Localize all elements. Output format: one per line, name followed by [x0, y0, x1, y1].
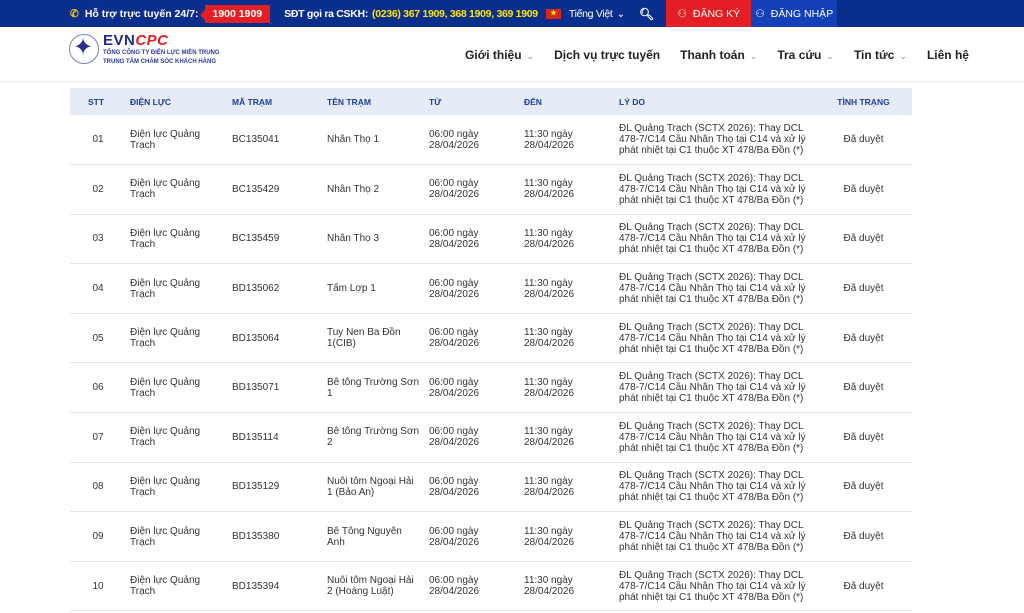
table-header — [70, 88, 912, 115]
stt-cell: 05 — [70, 313, 126, 363]
den-cell: 11:30 ngày 28/04/2026 — [520, 413, 615, 463]
logo-subtitle-1: TỔNG CÔNG TY ĐIỆN LỰC MIỀN TRUNG — [103, 50, 220, 56]
tu-cell: 06:00 ngày 28/04/2026 — [425, 313, 520, 363]
ma-tram-cell: BD135064 — [228, 313, 323, 363]
dien-luc-cell: Điện lực Quảng Trạch — [126, 512, 228, 562]
tu-cell: 06:00 ngày 28/04/2026 — [425, 165, 520, 215]
chevron-down-icon: ⌄ — [899, 50, 907, 61]
tinh-trang-cell: Đã duyệt — [815, 115, 912, 165]
table-row — [70, 462, 912, 512]
ma-tram-cell: BD135129 — [228, 462, 323, 512]
support-hotline — [70, 5, 270, 23]
tinh-trang-cell: Đã duyệt — [815, 165, 912, 215]
cskh-numbers: (0236) 367 1909, 368 1909, 369 1909 — [372, 7, 538, 20]
vietnam-flag-icon: ★ — [546, 9, 561, 19]
chevron-down-icon: ⌄ — [826, 50, 834, 61]
dien-luc-cell: Điện lực Quảng Trạch — [126, 214, 228, 264]
column-header: ĐẾN — [520, 88, 615, 115]
stt-cell: 01 — [70, 115, 126, 165]
den-cell: 11:30 ngày 28/04/2026 — [520, 561, 615, 611]
stt-cell: 02 — [70, 165, 126, 215]
table-row — [70, 512, 912, 562]
stt-cell: 03 — [70, 214, 126, 264]
ly-do-cell: ĐL Quảng Trạch (SCTX 2026): Thay DCL 478-7/C14 Cầu Nhân Thọ tại C14 và xử lý phát nhiệt tại C1 thuộc XT 478/Ba Đồn (*) — [615, 165, 815, 215]
den-cell: 11:30 ngày 28/04/2026 — [520, 462, 615, 512]
nav-tra-cuu[interactable]: Tra cứu ⌄ — [777, 47, 834, 62]
table-row — [70, 165, 912, 215]
den-cell: 11:30 ngày 28/04/2026 — [520, 363, 615, 413]
tinh-trang-cell: Đã duyệt — [815, 462, 912, 512]
ma-tram-cell: BD135071 — [228, 363, 323, 413]
ma-tram-cell: BD135380 — [228, 512, 323, 562]
dien-luc-cell: Điện lực Quảng Trạch — [126, 165, 228, 215]
table-row — [70, 413, 912, 463]
den-cell: 11:30 ngày 28/04/2026 — [520, 214, 615, 264]
language-selector[interactable] — [569, 8, 625, 20]
ten-tram-cell: Nhân Thọ 1 — [323, 115, 425, 165]
ten-tram-cell: Nuôi tôm Ngoại Hải 2 (Hoàng Luật) — [323, 561, 425, 611]
outage-schedule-table — [70, 88, 912, 611]
register-label: ĐĂNG KÝ — [692, 7, 741, 20]
nav-tin-tuc[interactable]: Tin tức ⌄ — [853, 47, 907, 62]
tu-cell: 06:00 ngày 28/04/2026 — [425, 115, 520, 165]
table-row — [70, 363, 912, 413]
den-cell: 11:30 ngày 28/04/2026 — [520, 165, 615, 215]
ten-tram-cell: Bê tông Trường Sơn 2 — [323, 413, 425, 463]
ten-tram-cell: Bê tông Trường Sơn 1 — [323, 363, 425, 413]
chevron-down-icon: ⌄ — [526, 50, 535, 61]
ly-do-cell: ĐL Quảng Trạch (SCTX 2026): Thay DCL 478-7/C14 Cầu Nhân Thọ tại C14 và xử lý phát nhiệt tại C1 thuộc XT 478/Ba Đồn (*) — [615, 561, 815, 611]
search-icon[interactable]: 🔍︎ — [639, 6, 655, 21]
ma-tram-cell: BD135062 — [228, 264, 323, 314]
tinh-trang-cell: Đã duyệt — [815, 363, 912, 413]
table-row — [70, 561, 912, 611]
brand-name: EVNCPC — [103, 32, 169, 49]
table-row — [70, 214, 912, 264]
table-row — [70, 115, 912, 165]
stt-cell: 07 — [70, 413, 126, 463]
tu-cell: 06:00 ngày 28/04/2026 — [425, 462, 520, 512]
login-label: ĐĂNG NHẬP — [770, 7, 834, 20]
den-cell: 11:30 ngày 28/04/2026 — [520, 264, 615, 314]
stt-cell: 08 — [70, 462, 126, 512]
stt-cell: 09 — [70, 512, 126, 562]
tu-cell: 06:00 ngày 28/04/2026 — [425, 561, 520, 611]
ly-do-cell: ĐL Quảng Trạch (SCTX 2026): Thay DCL 478-7/C14 Cầu Nhân Thọ tại C14 và xử lý phát nhiệt tại C1 thuộc XT 478/Ba Đồn (*) — [615, 413, 815, 463]
tu-cell: 06:00 ngày 28/04/2026 — [425, 413, 520, 463]
evn-logo-icon — [69, 34, 99, 64]
login-button[interactable] — [751, 0, 837, 27]
dien-luc-cell: Điện lực Quảng Trạch — [126, 363, 228, 413]
ma-tram-cell: BD135394 — [228, 561, 323, 611]
column-header: MÃ TRẠM — [228, 88, 323, 115]
column-header: LÝ DO — [615, 88, 815, 115]
tinh-trang-cell: Đã duyệt — [815, 264, 912, 314]
ten-tram-cell: Bê Tông Nguyên Anh — [323, 512, 425, 562]
ly-do-cell: ĐL Quảng Trạch (SCTX 2026): Thay DCL 478-7/C14 Cầu Nhân Thọ tại C14 và xử lý phát nhiệt tại C1 thuộc XT 478/Ba Đồn (*) — [615, 462, 815, 512]
user-icon: ⚇ — [677, 7, 687, 20]
stt-cell: 10 — [70, 561, 126, 611]
ly-do-cell: ĐL Quảng Trạch (SCTX 2026): Thay DCL 478-7/C14 Cầu Nhân Thọ tại C14 và xử lý phát nhiệt tại C1 thuộc XT 478/Ba Đồn (*) — [615, 313, 815, 363]
tinh-trang-cell: Đã duyệt — [815, 512, 912, 562]
ly-do-cell: ĐL Quảng Trạch (SCTX 2026): Thay DCL 478-7/C14 Cầu Nhân Thọ tại C14 và xử lý phát nhiệt tại C1 thuộc XT 478/Ba Đồn (*) — [615, 115, 815, 165]
ma-tram-cell: BC135429 — [228, 165, 323, 215]
register-button[interactable] — [666, 0, 751, 27]
cskh-info — [284, 8, 625, 20]
ten-tram-cell: Nhân Thọ 2 — [323, 165, 425, 215]
main-header — [0, 27, 1024, 82]
logo-subtitle-2: TRUNG TÂM CHĂM SÓC KHÁCH HÀNG — [103, 59, 216, 65]
ly-do-cell: ĐL Quảng Trạch (SCTX 2026): Thay DCL 478-7/C14 Cầu Nhân Thọ tại C14 và xử lý phát nhiệt tại C1 thuộc XT 478/Ba Đồn (*) — [615, 363, 815, 413]
tinh-trang-cell: Đã duyệt — [815, 214, 912, 264]
ten-tram-cell: Nuôi tôm Ngoại Hải 1 (Bảo An) — [323, 462, 425, 512]
nav-thanh-toan[interactable]: Thanh toán ⌄ — [680, 47, 758, 62]
tu-cell: 06:00 ngày 28/04/2026 — [425, 214, 520, 264]
top-bar — [0, 0, 1024, 27]
dien-luc-cell: Điện lực Quảng Trạch — [126, 313, 228, 363]
ly-do-cell: ĐL Quảng Trạch (SCTX 2026): Thay DCL 478-7/C14 Cầu Nhân Thọ tại C14 và xử lý phát nhiệt tại C1 thuộc XT 478/Ba Đồn (*) — [615, 214, 815, 264]
tinh-trang-cell: Đã duyệt — [815, 561, 912, 611]
den-cell: 11:30 ngày 28/04/2026 — [520, 313, 615, 363]
tinh-trang-cell: Đã duyệt — [815, 313, 912, 363]
column-header: STT — [70, 88, 126, 115]
user-icon: ⚇ — [755, 7, 765, 20]
table-row — [70, 313, 912, 363]
column-header: ĐIỆN LỰC — [126, 88, 228, 115]
stt-cell: 06 — [70, 363, 126, 413]
ten-tram-cell: Nhân Thọ 3 — [323, 214, 425, 264]
den-cell: 11:30 ngày 28/04/2026 — [520, 512, 615, 562]
tinh-trang-cell: Đã duyệt — [815, 413, 912, 463]
ly-do-cell: ĐL Quảng Trạch (SCTX 2026): Thay DCL 478-7/C14 Cầu Nhân Thọ tại C14 và xử lý phát nhiệt tại C1 thuộc XT 478/Ba Đồn (*) — [615, 512, 815, 562]
chevron-down-icon: ⌄ — [749, 50, 758, 61]
dien-luc-cell: Điện lực Quảng Trạch — [126, 462, 228, 512]
stt-cell: 04 — [70, 264, 126, 314]
ly-do-cell: ĐL Quảng Trạch (SCTX 2026): Thay DCL 478-7/C14 Cầu Nhân Thọ tại C14 và xử lý phát nhiệt tại C1 thuộc XT 478/Ba Đồn (*) — [615, 264, 815, 314]
tu-cell: 06:00 ngày 28/04/2026 — [425, 264, 520, 314]
dien-luc-cell: Điện lực Quảng Trạch — [126, 264, 228, 314]
ten-tram-cell: Tuy Nen Ba Đồn 1(CIB) — [323, 313, 425, 363]
tu-cell: 06:00 ngày 28/04/2026 — [425, 363, 520, 413]
column-header: TỪ — [425, 88, 520, 115]
main-nav — [465, 27, 969, 82]
hotline-badge[interactable]: 1900 1909 — [205, 5, 271, 23]
phone-icon: ✆ — [70, 7, 79, 20]
language-label: Tiếng Việt — [568, 7, 613, 20]
tu-cell: 06:00 ngày 28/04/2026 — [425, 512, 520, 562]
ma-tram-cell: BD135114 — [228, 413, 323, 463]
dien-luc-cell: Điện lực Quảng Trạch — [126, 561, 228, 611]
logo[interactable] — [69, 32, 220, 67]
cskh-label: SĐT gọi ra CSKH: — [284, 7, 369, 20]
dien-luc-cell: Điện lực Quảng Trạch — [126, 115, 228, 165]
column-header: TÊN TRẠM — [323, 88, 425, 115]
den-cell: 11:30 ngày 28/04/2026 — [520, 115, 615, 165]
nav-lien-he[interactable]: Liên hệ — [926, 47, 969, 62]
support-label: Hỗ trợ trực tuyến 24/7: — [84, 7, 199, 20]
chevron-down-icon: ⌄ — [616, 7, 626, 20]
table-row — [70, 264, 912, 314]
ten-tram-cell: Tấm Lợp 1 — [323, 264, 425, 314]
dien-luc-cell: Điện lực Quảng Trạch — [126, 413, 228, 463]
ma-tram-cell: BC135041 — [228, 115, 323, 165]
ma-tram-cell: BC135459 — [228, 214, 323, 264]
nav-dich-vu[interactable]: Dịch vụ trực tuyến — [554, 47, 661, 62]
nav-gioi-thieu[interactable]: Giới thiệu ⌄ — [465, 47, 535, 62]
column-header: TÌNH TRẠNG — [815, 88, 912, 115]
